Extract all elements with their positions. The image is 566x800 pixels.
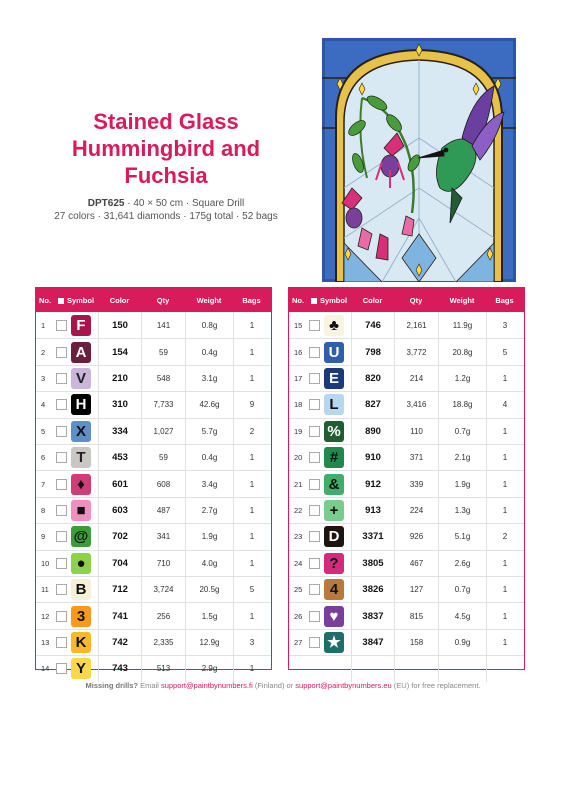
header-symbol: Symbol	[307, 296, 351, 305]
weight: 5.1g	[438, 524, 486, 549]
table-row	[289, 365, 524, 391]
table-row	[289, 312, 524, 338]
quantity: 926	[394, 524, 438, 549]
weight: 2.7g	[185, 498, 233, 523]
symbol-swatch: L	[324, 394, 344, 415]
row-number: 10	[41, 558, 50, 568]
color-code: 820	[351, 366, 394, 391]
quantity: 59	[141, 445, 185, 470]
bags: 1	[233, 524, 270, 549]
row-number: 9	[41, 532, 46, 542]
header-color: Color	[362, 295, 383, 305]
header-color: Color	[109, 295, 130, 305]
table-header	[289, 288, 524, 312]
footer-lead: Missing drills?	[85, 681, 139, 690]
weight: 0.7g	[438, 577, 486, 602]
bags	[486, 656, 523, 681]
weight: 3.1g	[185, 366, 233, 391]
symbol-swatch: F	[71, 315, 91, 336]
quantity: 487	[141, 498, 185, 523]
row-number: 21	[294, 479, 303, 489]
symbol-swatch: &	[324, 474, 344, 495]
color-code: 603	[98, 498, 141, 523]
symbol-swatch: ♣	[324, 315, 344, 336]
row-checkbox[interactable]	[309, 426, 320, 437]
color-code: 742	[98, 630, 141, 655]
row-number: 2	[41, 347, 46, 357]
row-checkbox[interactable]	[309, 373, 320, 384]
quantity: 3,416	[394, 392, 438, 417]
row-number: 22	[294, 505, 303, 515]
bags: 1	[233, 656, 270, 681]
table-row	[36, 312, 271, 338]
weight: 1.3g	[438, 498, 486, 523]
symbol-cell	[307, 312, 351, 338]
symbol-swatch: B	[71, 579, 91, 600]
color-code: 913	[351, 498, 394, 523]
product-code: DPT625	[87, 198, 125, 209]
row-checkbox[interactable]	[309, 611, 320, 622]
symbol-cell	[307, 392, 351, 417]
weight: 5.7g	[185, 419, 233, 444]
quantity: 513	[141, 656, 185, 681]
weight: 2.6g	[438, 551, 486, 576]
quantity: 141	[141, 312, 185, 338]
footer-note: Missing drills? Email support@paintbynumbers.fi (Finland) or support@paintbynumbers.eu (EU) for free replacement.	[85, 681, 481, 690]
row-number: 26	[294, 611, 303, 621]
weight	[438, 656, 486, 681]
row-number: 17	[294, 373, 303, 383]
symbol-swatch: @	[71, 526, 91, 547]
symbol-swatch: E	[324, 368, 344, 389]
header-weight: Weight	[196, 295, 222, 305]
table-row	[36, 391, 271, 417]
table-row	[289, 470, 524, 496]
row-number: 6	[41, 453, 46, 463]
quantity: 59	[141, 339, 185, 364]
quantity: 127	[394, 577, 438, 602]
table-row	[289, 629, 524, 655]
color-code: 154	[98, 339, 141, 364]
symbol-cell	[54, 498, 98, 523]
quantity: 7,733	[141, 392, 185, 417]
weight: 18.8g	[438, 392, 486, 417]
bags: 1	[486, 471, 523, 496]
row-checkbox[interactable]	[309, 558, 320, 569]
symbol-swatch: D	[324, 526, 344, 547]
row-checkbox[interactable]	[309, 531, 320, 542]
symbol-cell	[307, 603, 351, 628]
bags: 1	[486, 445, 523, 470]
symbol-swatch: A	[71, 342, 91, 363]
symbol-swatch: ♥	[324, 606, 344, 627]
weight: 0.7g	[438, 419, 486, 444]
header-checkbox-icon	[311, 298, 317, 304]
symbol-cell	[54, 392, 98, 417]
row-number: 20	[294, 453, 303, 463]
symbol-swatch: %	[324, 421, 344, 442]
row-checkbox[interactable]	[309, 637, 320, 648]
quantity: 608	[141, 471, 185, 496]
header-qty: Qty	[409, 295, 423, 305]
header-no: No.	[38, 295, 52, 305]
table-row	[36, 602, 271, 628]
symbol-cell	[307, 445, 351, 470]
row-number: 13	[41, 637, 50, 647]
bags: 1	[233, 603, 270, 628]
bags: 2	[233, 419, 270, 444]
support-email-finland[interactable]: support@paintbynumbers.fi	[160, 681, 253, 690]
table-row	[289, 497, 524, 523]
table-row	[36, 470, 271, 496]
hummingbird-fuchsia-image	[322, 38, 516, 282]
row-number: 5	[41, 426, 46, 436]
color-code: 910	[351, 445, 394, 470]
row-checkbox[interactable]	[309, 584, 320, 595]
weight: 4.5g	[438, 603, 486, 628]
symbol-swatch: 3	[71, 606, 91, 627]
header-qty: Qty	[156, 295, 170, 305]
color-code: 890	[351, 419, 394, 444]
header-no: No.	[291, 295, 305, 305]
weight: 12.9g	[185, 630, 233, 655]
weight: 11.9g	[438, 312, 486, 338]
color-code: 601	[98, 471, 141, 496]
row-number: 11	[41, 585, 49, 595]
symbol-cell	[54, 577, 98, 602]
color-table-left	[35, 287, 272, 678]
header-bags: Bags	[495, 295, 514, 305]
bags: 1	[486, 419, 523, 444]
row-number: 19	[294, 426, 303, 436]
symbol-swatch: #	[324, 447, 344, 468]
row-checkbox[interactable]	[56, 479, 67, 490]
weight: 2.1g	[438, 445, 486, 470]
quantity: 339	[394, 471, 438, 496]
bags: 1	[486, 551, 523, 576]
table-row	[36, 655, 271, 681]
symbol-swatch: Y	[71, 658, 91, 679]
table-row	[289, 391, 524, 417]
color-code: 3847	[351, 630, 394, 655]
row-number: 14	[41, 664, 50, 674]
row-number: 27	[294, 637, 303, 647]
header-symbol: Symbol	[54, 296, 98, 305]
symbol-cell	[307, 366, 351, 391]
symbol-cell	[307, 339, 351, 364]
row-checkbox[interactable]	[309, 479, 320, 490]
row-checkbox[interactable]	[56, 426, 67, 437]
row-checkbox[interactable]	[309, 320, 320, 331]
bags: 2	[486, 524, 523, 549]
quantity: 710	[141, 551, 185, 576]
symbol-swatch: K	[71, 632, 91, 653]
table-row	[36, 576, 271, 602]
table-row	[289, 550, 524, 576]
row-number: 15	[294, 320, 303, 330]
symbol-swatch: ?	[324, 553, 344, 574]
color-code: 3805	[351, 551, 394, 576]
quantity: 224	[394, 498, 438, 523]
row-checkbox[interactable]	[56, 531, 67, 542]
bags: 1	[486, 366, 523, 391]
support-email-eu[interactable]: support@paintbynumbers.eu	[295, 681, 392, 690]
color-code: 310	[98, 392, 141, 417]
row-checkbox[interactable]	[309, 452, 320, 463]
header-weight: Weight	[449, 295, 475, 305]
bags: 4	[486, 392, 523, 417]
symbol-cell	[307, 471, 351, 496]
weight: 0.4g	[185, 339, 233, 364]
row-number: 24	[294, 558, 303, 568]
table-row	[36, 338, 271, 364]
symbol-cell	[54, 366, 98, 391]
symbol-cell	[307, 551, 351, 576]
row-checkbox[interactable]	[56, 320, 67, 331]
quantity: 371	[394, 445, 438, 470]
quantity: 110	[394, 419, 438, 444]
bags: 1	[233, 551, 270, 576]
row-checkbox[interactable]	[309, 399, 320, 410]
symbol-cell	[307, 656, 351, 681]
weight: 20.5g	[185, 577, 233, 602]
row-number: 18	[294, 400, 303, 410]
row-number: 8	[41, 505, 46, 515]
row-number: 25	[294, 585, 303, 595]
page-title: Stained Glass Hummingbird and Fuchsia	[71, 109, 261, 188]
header	[40, 108, 292, 223]
symbol-cell	[54, 603, 98, 628]
table-row	[36, 365, 271, 391]
table-row	[36, 444, 271, 470]
color-code: 712	[98, 577, 141, 602]
row-checkbox[interactable]	[56, 399, 67, 410]
symbol-swatch: ■	[71, 500, 91, 521]
bags: 1	[486, 630, 523, 655]
table-row	[289, 444, 524, 470]
color-code	[351, 656, 394, 681]
weight: 20.8g	[438, 339, 486, 364]
weight: 0.8g	[185, 312, 233, 338]
weight: 0.4g	[185, 445, 233, 470]
table-row	[289, 655, 524, 681]
bags: 1	[233, 339, 270, 364]
table-row	[36, 550, 271, 576]
artwork-preview	[322, 38, 516, 282]
weight: 1.9g	[438, 471, 486, 496]
quantity: 158	[394, 630, 438, 655]
color-code: 743	[98, 656, 141, 681]
table-row	[289, 338, 524, 364]
symbol-swatch: U	[324, 342, 344, 363]
bags: 3	[486, 312, 523, 338]
color-code: 746	[351, 312, 394, 338]
bags: 9	[233, 392, 270, 417]
row-number: 1	[41, 320, 46, 330]
symbol-cell	[307, 630, 351, 655]
weight: 42.6g	[185, 392, 233, 417]
color-code: 3837	[351, 603, 394, 628]
product-specs	[40, 197, 292, 210]
symbol-swatch: T	[71, 447, 91, 468]
header-bags: Bags	[242, 295, 261, 305]
row-checkbox[interactable]	[56, 347, 67, 358]
symbol-cell	[54, 551, 98, 576]
weight: 1.9g	[185, 524, 233, 549]
quantity: 341	[141, 524, 185, 549]
color-code: 150	[98, 312, 141, 338]
symbol-cell	[307, 419, 351, 444]
table-row	[289, 576, 524, 602]
bags: 5	[233, 577, 270, 602]
table-row	[289, 523, 524, 549]
symbol-cell	[54, 471, 98, 496]
row-checkbox[interactable]	[56, 611, 67, 622]
bags: 1	[233, 445, 270, 470]
symbol-cell	[54, 524, 98, 549]
color-code: 334	[98, 419, 141, 444]
weight: 1.5g	[185, 603, 233, 628]
weight: 1.2g	[438, 366, 486, 391]
symbol-cell	[54, 656, 98, 681]
bags: 1	[486, 577, 523, 602]
color-code: 741	[98, 603, 141, 628]
quantity: 256	[141, 603, 185, 628]
symbol-swatch: 4	[324, 579, 344, 600]
symbol-cell	[307, 498, 351, 523]
row-number: 7	[41, 479, 46, 489]
table-row	[36, 497, 271, 523]
symbol-swatch: V	[71, 368, 91, 389]
row-checkbox[interactable]	[56, 558, 67, 569]
weight: 2.9g	[185, 656, 233, 681]
symbol-swatch: ♦	[71, 474, 91, 495]
symbol-swatch: H	[71, 394, 91, 415]
row-checkbox[interactable]	[56, 637, 67, 648]
color-table-right	[288, 287, 525, 670]
color-code: 3371	[351, 524, 394, 549]
bags: 1	[486, 603, 523, 628]
bags: 1	[233, 471, 270, 496]
quantity	[394, 656, 438, 681]
weight: 4.0g	[185, 551, 233, 576]
row-number: 3	[41, 373, 46, 383]
row-checkbox[interactable]	[56, 663, 67, 674]
row-checkbox[interactable]	[56, 505, 67, 516]
bags: 1	[233, 498, 270, 523]
header-checkbox-icon	[58, 298, 64, 304]
quantity: 467	[394, 551, 438, 576]
row-number	[289, 656, 307, 681]
color-code: 704	[98, 551, 141, 576]
quantity: 1,027	[141, 419, 185, 444]
symbol-cell	[307, 577, 351, 602]
symbol-cell	[54, 339, 98, 364]
row-number: 23	[294, 532, 303, 542]
color-code: 3826	[351, 577, 394, 602]
weight: 3.4g	[185, 471, 233, 496]
table-row	[36, 418, 271, 444]
color-code: 912	[351, 471, 394, 496]
product-totals: 27 colors · 31,641 diamonds · 175g total · 52 bags	[54, 211, 278, 222]
table-row	[289, 602, 524, 628]
row-checkbox[interactable]	[56, 373, 67, 384]
bags: 1	[233, 366, 270, 391]
symbol-cell	[54, 312, 98, 338]
quantity: 3,772	[394, 339, 438, 364]
quantity: 815	[394, 603, 438, 628]
quantity: 3,724	[141, 577, 185, 602]
symbol-swatch: ★	[324, 632, 344, 653]
symbol-swatch: ●	[71, 553, 91, 574]
row-checkbox[interactable]	[56, 584, 67, 595]
color-code: 702	[98, 524, 141, 549]
table-row	[289, 418, 524, 444]
color-code: 798	[351, 339, 394, 364]
size-and-drill: · 40 × 50 cm · Square Drill	[124, 198, 245, 209]
symbol-swatch: X	[71, 421, 91, 442]
bags: 1	[486, 498, 523, 523]
row-checkbox[interactable]	[309, 505, 320, 516]
bags: 5	[486, 339, 523, 364]
table-row	[36, 629, 271, 655]
color-code: 453	[98, 445, 141, 470]
quantity: 548	[141, 366, 185, 391]
quantity: 2,335	[141, 630, 185, 655]
row-number: 16	[294, 347, 303, 357]
bags: 1	[233, 312, 270, 338]
weight: 0.9g	[438, 630, 486, 655]
symbol-cell	[54, 445, 98, 470]
table-header	[36, 288, 271, 312]
color-code: 210	[98, 366, 141, 391]
row-checkbox[interactable]	[309, 347, 320, 358]
row-number: 12	[41, 611, 50, 621]
quantity: 2,161	[394, 312, 438, 338]
row-checkbox[interactable]	[56, 452, 67, 463]
symbol-swatch: +	[324, 500, 344, 521]
symbol-cell	[54, 630, 98, 655]
symbol-cell	[54, 419, 98, 444]
quantity: 214	[394, 366, 438, 391]
table-row	[36, 523, 271, 549]
bags: 3	[233, 630, 270, 655]
color-code: 827	[351, 392, 394, 417]
row-number: 4	[41, 400, 46, 410]
symbol-cell	[307, 524, 351, 549]
